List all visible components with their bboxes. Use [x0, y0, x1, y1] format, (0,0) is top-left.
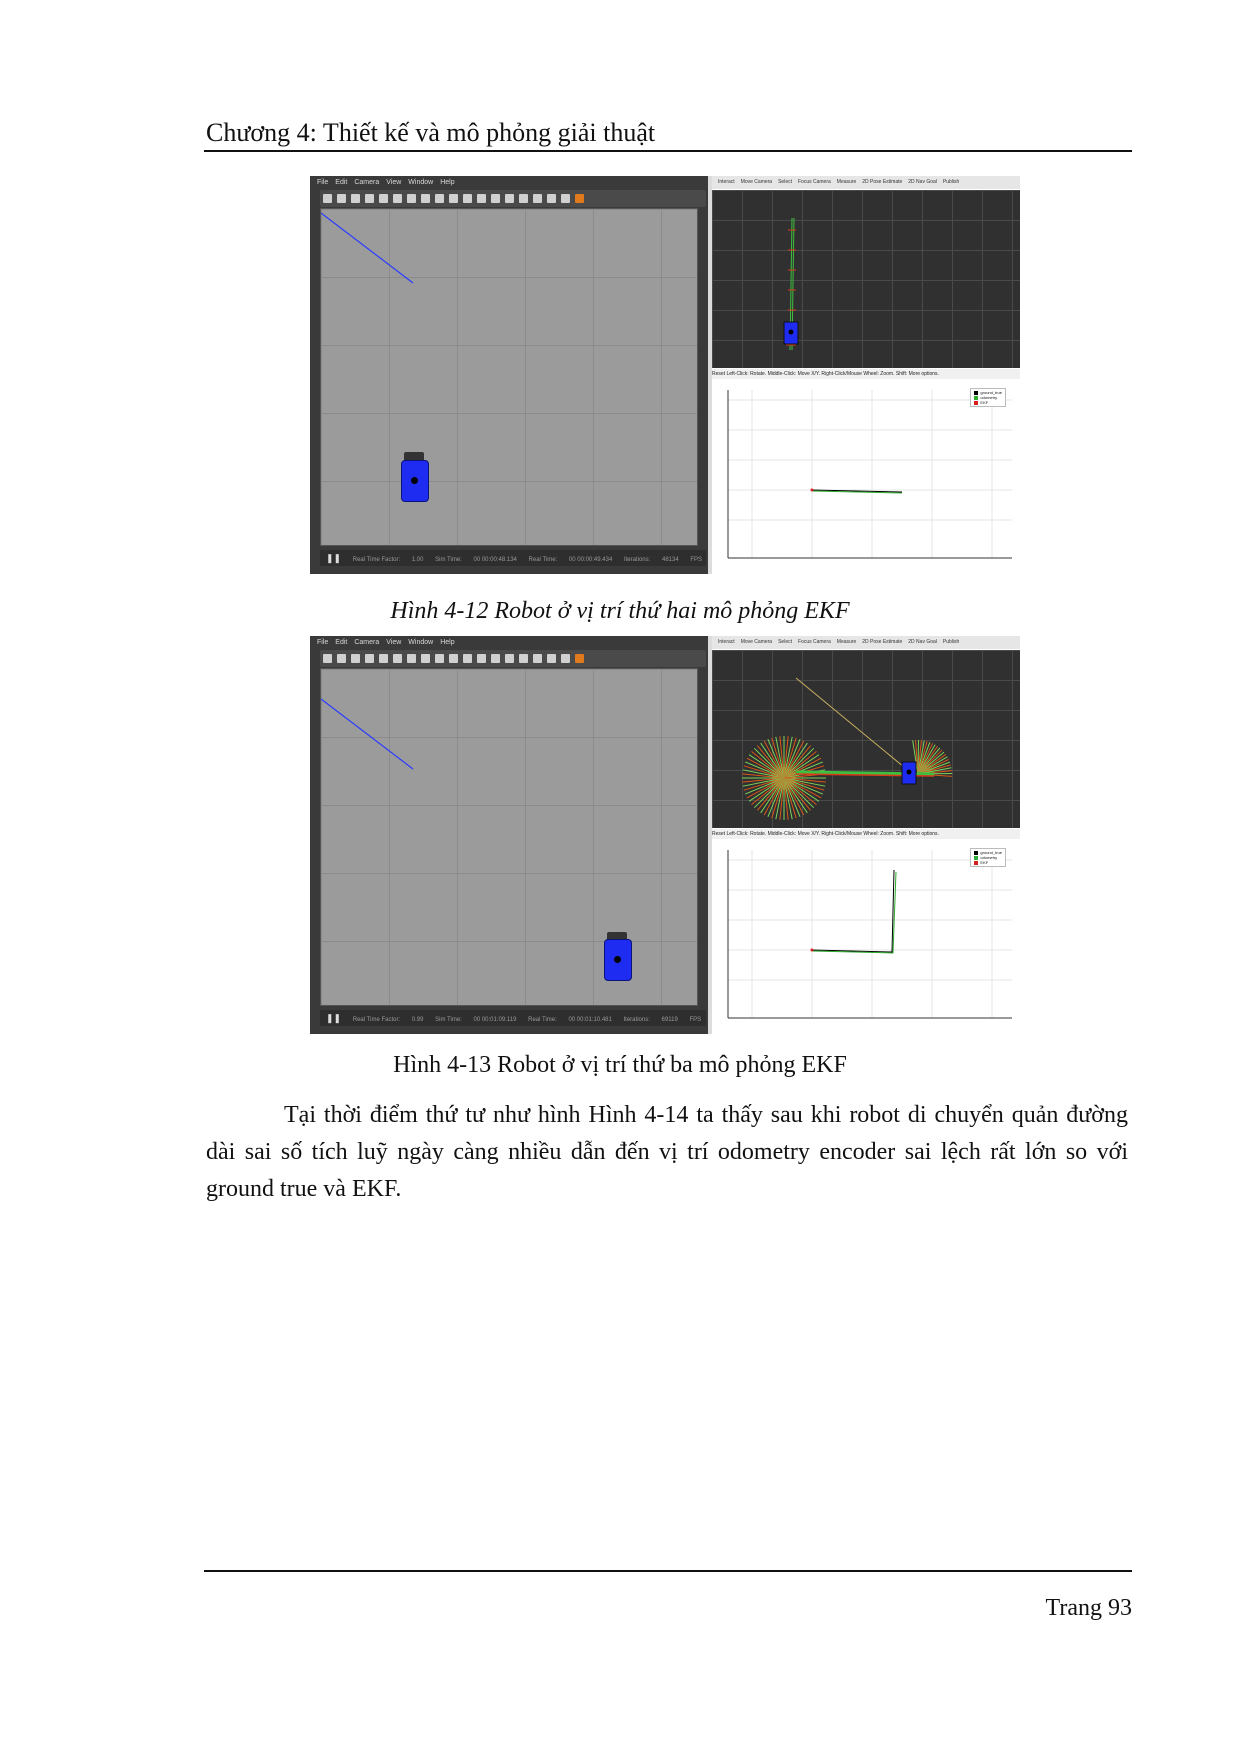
gazebo-window	[310, 636, 708, 1034]
menu-camera: Camera	[354, 179, 380, 186]
tool-select: Select	[778, 179, 792, 185]
rtf-label: Real Time Factor:	[352, 1017, 401, 1023]
rtf-value: 0.99	[411, 1017, 424, 1023]
legend-ground-true: ground_true	[980, 850, 1002, 855]
sim-time-label: Sim Time:	[435, 1017, 462, 1023]
gazebo-window	[310, 176, 708, 574]
figure-4-13-screenshot	[310, 636, 1020, 1034]
menu-edit: Edit	[335, 179, 348, 186]
rviz-toolbar	[712, 176, 1020, 189]
real-time-label: Real Time:	[528, 1017, 557, 1023]
menu-file: File	[317, 639, 329, 646]
menu-view: View	[386, 179, 402, 186]
rviz-trajectory	[712, 650, 1020, 828]
plot-legend	[970, 848, 1006, 867]
sim-time-value: 00 00:00:48.134	[473, 557, 517, 563]
iterations-label: Iterations:	[623, 1017, 650, 1023]
robot-marker	[614, 956, 621, 963]
laser-line	[321, 669, 697, 1009]
tool-focus-camera: Focus Camera	[798, 639, 831, 645]
menu-edit: Edit	[335, 639, 348, 646]
gazebo-toolbar	[320, 650, 706, 667]
gazebo-viewport	[320, 208, 698, 546]
real-time-value: 00 00:00:49.434	[568, 557, 613, 563]
rviz-toolbar	[712, 636, 1020, 649]
tool-focus-camera: Focus Camera	[798, 179, 831, 185]
tool-measure: Measure	[836, 179, 857, 185]
tool-select: Select	[778, 639, 792, 645]
header-rule	[204, 150, 1132, 152]
fps-label: FPS	[689, 1017, 702, 1023]
gazebo-status-bar: ❚❚ Real Time Factor: 0.99 Sim Time: 00 00:01:09.119 Real Time: 00 00:01:10.481 Iterations: 69119 FPS	[320, 1010, 706, 1026]
tool-publish: Publish	[942, 179, 960, 185]
iterations-value: 48134	[661, 557, 679, 563]
footer-rule	[204, 1570, 1132, 1572]
body-paragraph	[206, 1097, 1128, 1208]
legend-odometry: odometry	[980, 395, 998, 400]
menu-help: Help	[440, 179, 455, 186]
tool-move-camera: Move Camera	[740, 179, 773, 185]
trajectory-plot	[712, 380, 1020, 574]
plot-legend	[970, 388, 1006, 407]
tool-measure: Measure	[836, 639, 857, 645]
sim-time-value: 00 00:01:09.119	[473, 1017, 517, 1023]
real-time-value: 00 00:01:10.481	[568, 1017, 612, 1023]
rviz-trajectory	[712, 190, 1020, 368]
rviz-3d-view	[712, 190, 1020, 368]
rviz-window	[712, 176, 1020, 574]
gazebo-menu-bar	[310, 176, 708, 189]
chapter-title: Chương 4: Thiết kế và mô phỏng giải thuật	[206, 118, 656, 147]
iterations-value: 69119	[661, 1017, 678, 1023]
legend-ekf: EKF	[980, 400, 989, 405]
gazebo-status-bar: ❚❚ Real Time Factor: 1.00 Sim Time: 00 00:00:48.134 Real Time: 00 00:00:49.434 Iterations: 48134 FPS	[320, 550, 706, 566]
rviz-3d-view	[712, 650, 1020, 828]
tool-2d-nav: 2D Nav Goal	[908, 639, 937, 645]
plot-canvas	[712, 380, 1020, 574]
legend-ekf: EKF	[980, 860, 989, 865]
iterations-label: Iterations:	[623, 557, 651, 563]
menu-view: View	[386, 639, 402, 646]
tool-interact: Interact	[718, 179, 735, 185]
gazebo-viewport	[320, 668, 698, 1006]
gazebo-menu-bar	[310, 636, 708, 649]
trajectory-plot	[712, 840, 1020, 1034]
rtf-value: 1.00	[411, 557, 424, 563]
real-time-label: Real Time:	[528, 557, 558, 563]
rviz-hint-bar: Reset Left-Click: Rotate. Middle-Click: Move X/Y. Right-Click/Mouse Wheel: Zoom. Shift: More options.	[712, 369, 1020, 379]
menu-window: Window	[408, 639, 434, 646]
menu-file: File	[317, 179, 329, 186]
rviz-hint-bar: Reset Left-Click: Rotate. Middle-Click: Move X/Y. Right-Click/Mouse Wheel: Zoom. Shift: More options.	[712, 829, 1020, 839]
figure-4-12-screenshot	[310, 176, 1020, 574]
rtf-label: Real Time Factor:	[352, 557, 401, 563]
paragraph-text: Tại thời điểm thứ tư như hình Hình 4-14 ta thấy sau khi robot di chuyển quản đường dài sai số tích luỹ ngày càng nhiều dẫn đến vị trí odometry encoder sai lệch rất lớn so với ground true và EKF.	[206, 1102, 1128, 1202]
tool-publish: Publish	[942, 639, 960, 645]
menu-window: Window	[408, 179, 434, 186]
fps-label: FPS	[690, 557, 703, 563]
page-number: Trang 93	[1045, 1595, 1132, 1621]
rviz-window	[712, 636, 1020, 1034]
laser-line	[321, 209, 697, 549]
tool-2d-pose: 2D Pose Estimate	[862, 639, 903, 645]
plot-canvas	[712, 840, 1020, 1034]
tool-2d-pose: 2D Pose Estimate	[862, 179, 903, 185]
tool-interact: Interact	[718, 639, 735, 645]
sim-time-label: Sim Time:	[435, 557, 462, 563]
figure-4-12-caption: Hình 4-12 Robot ở vị trí thứ hai mô phỏng EKF	[390, 598, 850, 624]
figure-4-13-caption: Hình 4-13 Robot ở vị trí thứ ba mô phỏng EKF	[393, 1052, 847, 1078]
legend-ground-true: ground_true	[980, 390, 1002, 395]
menu-camera: Camera	[354, 639, 380, 646]
gazebo-toolbar	[320, 190, 706, 207]
robot-marker	[411, 477, 418, 484]
legend-odometry: odometry	[980, 855, 998, 860]
menu-help: Help	[440, 639, 455, 646]
tool-2d-nav: 2D Nav Goal	[908, 179, 937, 185]
tool-move-camera: Move Camera	[740, 639, 773, 645]
